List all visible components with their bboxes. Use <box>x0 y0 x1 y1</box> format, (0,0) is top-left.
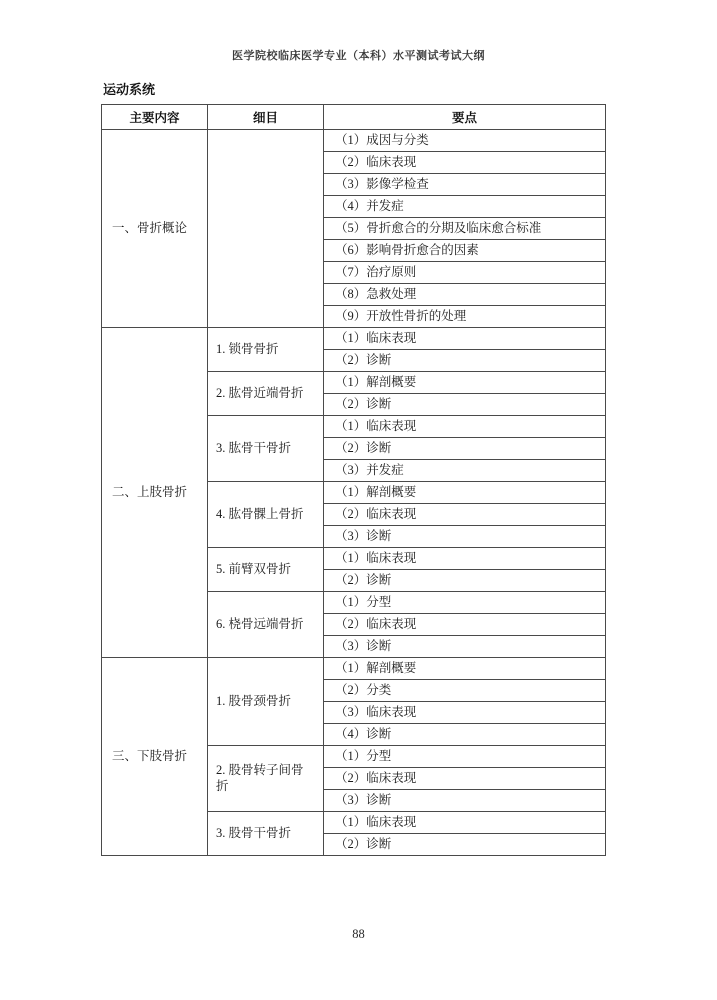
main-content-cell: 三、下肢骨折 <box>102 658 208 856</box>
document-header-title: 医学院校临床医学专业（本科）水平测试考试大纲 <box>232 50 485 62</box>
table-row <box>102 658 606 680</box>
point-cell: （3）临床表现 <box>324 702 606 724</box>
point-cell: （1）分型 <box>324 746 606 768</box>
main-content-cell: 二、上肢骨折 <box>102 328 208 658</box>
point-cell: （1）临床表现 <box>324 328 606 350</box>
header-item: 细目 <box>208 105 324 130</box>
item-cell <box>208 130 324 328</box>
header-points: 要点 <box>324 105 606 130</box>
page-number: 88 <box>352 927 365 941</box>
point-cell: （3）并发症 <box>324 460 606 482</box>
item-cell: 3. 肱骨干骨折 <box>208 416 324 482</box>
item-cell: 3. 股骨干骨折 <box>208 812 324 856</box>
point-cell: （2）临床表现 <box>324 152 606 174</box>
point-cell: （1）成因与分类 <box>324 130 606 152</box>
point-cell: （2）诊断 <box>324 438 606 460</box>
point-cell: （1）临床表现 <box>324 812 606 834</box>
point-cell: （1）解剖概要 <box>324 658 606 680</box>
item-cell: 1. 股骨颈骨折 <box>208 658 324 746</box>
section-title: 运动系统 <box>103 82 156 97</box>
item-cell: 2. 肱骨近端骨折 <box>208 372 324 416</box>
point-cell: （1）分型 <box>324 592 606 614</box>
point-cell: （7）治疗原则 <box>324 262 606 284</box>
point-cell: （2）临床表现 <box>324 614 606 636</box>
point-cell: （4）并发症 <box>324 196 606 218</box>
point-cell: （8）急救处理 <box>324 284 606 306</box>
main-content-cell: 一、骨折概论 <box>102 130 208 328</box>
point-cell: （5）骨折愈合的分期及临床愈合标准 <box>324 218 606 240</box>
point-cell: （2）诊断 <box>324 834 606 856</box>
item-cell: 1. 锁骨骨折 <box>208 328 324 372</box>
point-cell: （1）解剖概要 <box>324 372 606 394</box>
point-cell: （1）临床表现 <box>324 416 606 438</box>
item-cell: 4. 肱骨髁上骨折 <box>208 482 324 548</box>
table-row <box>102 328 606 350</box>
header-main-content: 主要内容 <box>102 105 208 130</box>
point-cell: （1）解剖概要 <box>324 482 606 504</box>
point-cell: （3）诊断 <box>324 526 606 548</box>
point-cell: （1）临床表现 <box>324 548 606 570</box>
point-cell: （6）影响骨折愈合的因素 <box>324 240 606 262</box>
point-cell: （3）诊断 <box>324 790 606 812</box>
point-cell: （2）分类 <box>324 680 606 702</box>
table-row <box>102 130 606 152</box>
point-cell: （2）诊断 <box>324 394 606 416</box>
point-cell: （4）诊断 <box>324 724 606 746</box>
point-cell: （2）临床表现 <box>324 504 606 526</box>
outline-table <box>101 104 606 856</box>
item-cell: 2. 股骨转子间骨折 <box>208 746 324 812</box>
item-cell: 6. 桡骨远端骨折 <box>208 592 324 658</box>
point-cell: （2）诊断 <box>324 570 606 592</box>
point-cell: （9）开放性骨折的处理 <box>324 306 606 328</box>
table-header-row <box>102 105 606 130</box>
item-cell: 5. 前臂双骨折 <box>208 548 324 592</box>
point-cell: （2）临床表现 <box>324 768 606 790</box>
point-cell: （2）诊断 <box>324 350 606 372</box>
point-cell: （3）影像学检查 <box>324 174 606 196</box>
point-cell: （3）诊断 <box>324 636 606 658</box>
